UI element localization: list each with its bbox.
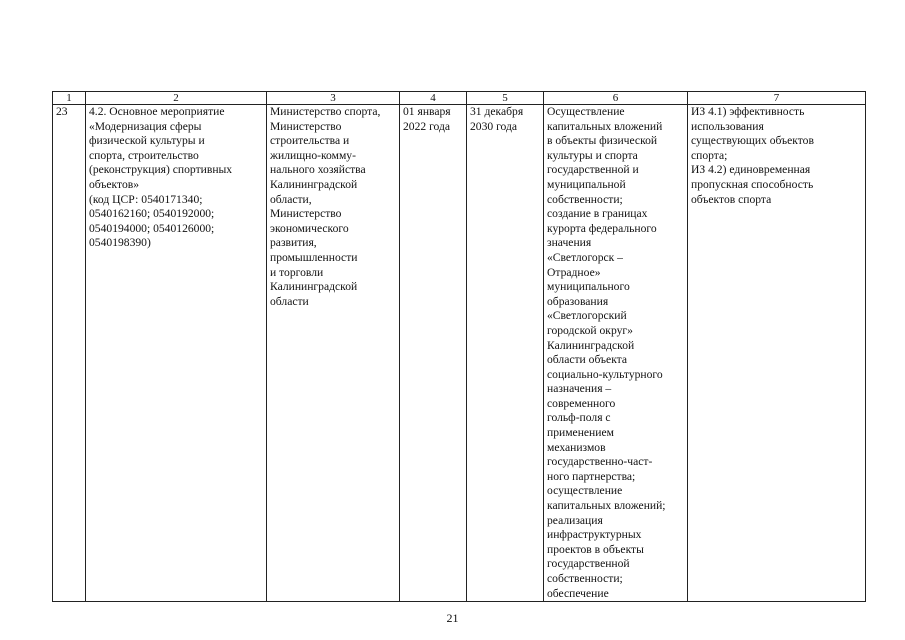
col-header-3: 3 [267,92,400,105]
col-header-6: 6 [544,92,688,105]
program-table [52,91,866,602]
expected-result-cell: Осуществление капитальных вложений в объекты физической культуры и спорта государственной и муниципальной собственности; создание в границах курорта федерального значения «Светлогорск – Отрадное» муниципального образования «Светлогорский городской округ» Калининградской области объекта социально-культурного назначения – современного гольф-поля с применением механизмов государственно-част- ного партнерства; осуществление капитальных вложений; реализация инфраструктурных проектов в объекты государственной собственности; обеспечение [544,105,688,602]
start-date-cell: 01 января 2022 года [400,105,467,602]
col-header-7: 7 [688,92,866,105]
indicators-cell: ИЗ 4.1) эффективность использования существующих объектов спорта; ИЗ 4.2) единовременная пропускная способность объектов спорта [688,105,866,602]
col-header-1: 1 [53,92,86,105]
executor-cell: Министерство спорта, Министерство строительства и жилищно-комму- нального хозяйства Калининградской области, Министерство экономического развития, промышленности и торговли Калининградской области [267,105,400,602]
event-name-cell: 4.2. Основное мероприятие «Модернизация сферы физической культуры и спорта, строительство (реконструкция) спортивных объектов» (код ЦСР: 0540171340; 0540162160; 0540192000; 0540194000; 0540126000; 0540198390) [86,105,267,602]
page-number: 21 [446,611,459,625]
col-header-5: 5 [467,92,544,105]
col-header-4: 4 [400,92,467,105]
end-date-cell: 31 декабря 2030 года [467,105,544,602]
header-row [53,92,866,105]
col-header-2: 2 [86,92,267,105]
table-row [53,105,866,602]
row-number-cell: 23 [53,105,86,602]
